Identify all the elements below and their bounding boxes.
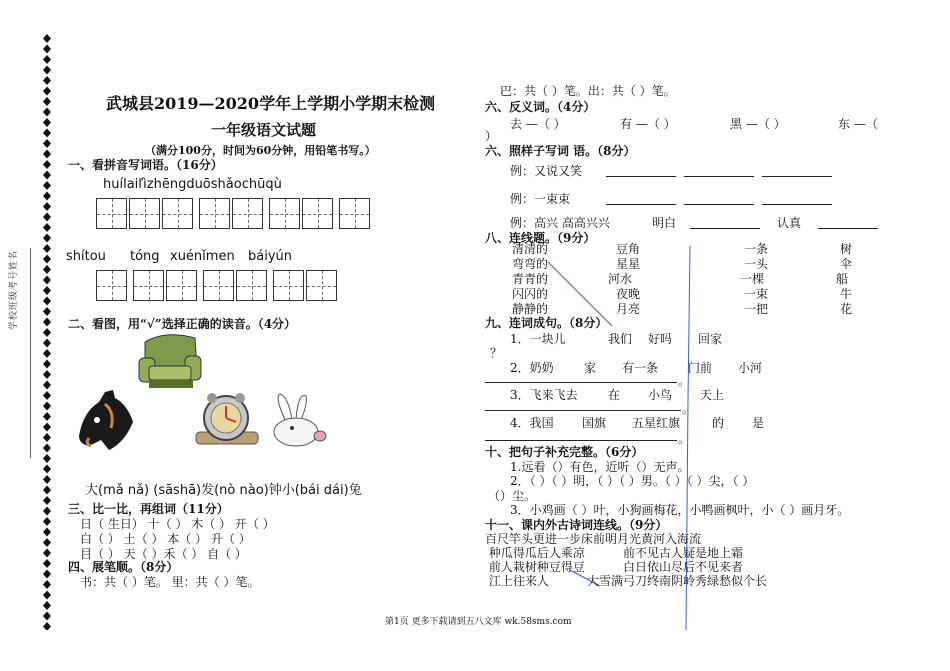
example-word-2: 认真 (777, 216, 802, 230)
sentence-q3-w1: 3．飞来飞去 (510, 388, 578, 402)
diamond-mark (43, 181, 51, 190)
diamond-mark (43, 391, 51, 400)
antonym-4-close: ） (485, 129, 498, 143)
matching-col-3[interactable]: 一条 一头 一棵 一束 一把 (740, 242, 769, 316)
reading-choices[interactable]: 大(mǎ nǎ) (sāshā)发(nò nào)钟小(bái dái)兔 (85, 483, 362, 498)
diamond-mark (43, 34, 51, 43)
diamond-mark (43, 381, 51, 390)
pinyin-line-1: huílaiľìzhēngduōshǎochūqù (103, 177, 282, 192)
sentence-q2-w3: 有一条 (622, 361, 659, 375)
diamond-mark (43, 265, 51, 274)
diamond-mark (43, 360, 51, 369)
diamond-mark (43, 507, 51, 516)
sentence-q1-w1: 1．一块儿 (510, 332, 566, 346)
sentence-q3-w2: 在 (608, 388, 621, 402)
example-word-1: 明白 (652, 216, 677, 230)
section-2-title: 二、看图，用“√”选择正确的读音。（4分） (68, 317, 297, 331)
diamond-mark (43, 591, 51, 600)
compare-row-2[interactable]: 白（ ） 土（ ） 本（ ） 升（ ） (80, 532, 251, 546)
exam-subtitle: 一年级语文试题 (211, 121, 317, 139)
diamond-mark (43, 370, 51, 379)
sentence-q2-w4: 门前 (688, 361, 713, 375)
diamond-mark (43, 612, 51, 621)
diamond-mark (43, 549, 51, 558)
complete-line-3[interactable]: 3．小鸡画（ ）叶，小狗画梅花，小鸭画枫叶，小（ ）画月牙。 (510, 503, 850, 517)
diamond-mark (43, 160, 51, 169)
diamond-mark (43, 444, 51, 453)
diamond-mark (43, 97, 51, 106)
stroke-count-line-1[interactable]: 书：共（ ）笔。 里：共（ ）笔。 (80, 575, 260, 589)
rabbit-picture (262, 392, 334, 450)
matching-col-1[interactable]: 清清的 弯弯的 青青的 闪闪的 静静的 (512, 242, 549, 316)
alarm-clock-picture (192, 392, 262, 450)
diamond-mark (43, 234, 51, 243)
margin-rule (30, 248, 31, 458)
diamond-mark (43, 339, 51, 348)
diamond-mark (43, 66, 51, 75)
diamond-mark (43, 538, 51, 547)
section-antonym-title: 六、反义词。（4分） (485, 100, 596, 114)
sentence-q2-w2: 家 (584, 361, 597, 375)
matching-col-4[interactable]: 树 伞 船 牛 花 (836, 242, 853, 316)
writing-grid-2[interactable] (96, 270, 339, 301)
example-3: 例：高兴 高高兴兴 (510, 216, 610, 230)
sentence-q1-w4: 回家 (698, 332, 723, 346)
diamond-mark (43, 76, 51, 85)
diamond-mark (43, 150, 51, 159)
margin-student-info-label: 学校班级考号姓名 (9, 249, 19, 330)
horse-picture (75, 388, 137, 454)
diamond-mark (43, 328, 51, 337)
diamond-mark (43, 402, 51, 411)
binding-diamond-strip (40, 30, 54, 630)
sentence-q4-w5: 是 (752, 416, 765, 430)
pinyin-line-2c: xuénǐmen (170, 249, 235, 264)
poem-row-2[interactable]: 种瓜得瓜后人乘凉 前不见古人疑是地上霜 (485, 546, 743, 560)
diamond-mark (43, 580, 51, 589)
exam-note: （满分100分，时间为60分钟，用铅笔书写。） (145, 144, 376, 157)
section-sentence-title: 九、连词成句。（8分） (485, 316, 608, 330)
diamond-mark (43, 297, 51, 306)
diamond-mark (43, 570, 51, 579)
diamond-mark (43, 307, 51, 316)
diamond-mark (43, 423, 51, 432)
diamond-mark (43, 129, 51, 138)
diamond-mark (43, 559, 51, 568)
section-matching-title: 八、连线题。（9分） (485, 231, 596, 245)
diamond-mark (43, 517, 51, 526)
diamond-mark (43, 496, 51, 505)
page-footer: 第1页 更多下载请到五八文库 wk.58sms.com (385, 617, 572, 627)
pinyin-line-2a: shítou (66, 249, 106, 264)
diamond-mark (43, 255, 51, 264)
diamond-mark (43, 318, 51, 327)
sentence-q3-w4: 天上 (700, 388, 725, 402)
pinyin-line-2d: báiyún (248, 249, 293, 264)
sentence-q4-w2: 国旗 (582, 416, 607, 430)
diamond-mark (43, 192, 51, 201)
diamond-mark (43, 55, 51, 64)
diamond-mark (43, 276, 51, 285)
antonym-3[interactable]: 黑 —（ ） (730, 117, 786, 131)
stroke-count-line-2[interactable]: 巴：共（ ）笔。出：共（ ）笔。 (500, 84, 676, 98)
diamond-mark (43, 486, 51, 495)
section-complete-title: 十、把句子补充完整。（6分） (485, 445, 644, 459)
sentence-q2-w1: 2．奶奶 (510, 361, 554, 375)
complete-line-2-cont[interactable]: （）尘。 (488, 489, 537, 503)
diamond-mark (43, 45, 51, 54)
sentence-q1-end: ？ (490, 346, 503, 360)
matching-col-2[interactable]: 豆角 星星 河水 夜晚 月亮 (608, 242, 641, 316)
compare-row-1[interactable]: 日（ 生日） 十（ ） 木（ ） 开（ ） (80, 517, 275, 531)
diamond-mark (43, 454, 51, 463)
section-3-title: 三、比一比，再组词（11分） (68, 502, 229, 516)
antonym-1[interactable]: 去 —（ ） (510, 117, 566, 131)
diamond-mark (43, 213, 51, 222)
diamond-mark (43, 118, 51, 127)
sentence-q4-w1: 4．我国 (510, 416, 554, 430)
diamond-mark (43, 622, 51, 630)
complete-line-1[interactable]: 1.远看（）有色，近听（）无声。 (510, 460, 690, 474)
compare-row-3[interactable]: 目（ ） 天（ ）禾（ ） 自（ ） (80, 547, 247, 561)
sentence-q2-w5: 小河 (738, 361, 763, 375)
sentence-q3-answer-line[interactable] (485, 410, 681, 411)
diamond-mark (43, 349, 51, 358)
sofa-picture (135, 330, 205, 392)
sentence-q2-answer-line[interactable] (485, 382, 677, 383)
example-2: 例：一束束 (510, 192, 571, 206)
diamond-mark (43, 528, 51, 537)
diamond-mark (43, 412, 51, 421)
writing-grid-1[interactable] (96, 198, 372, 229)
pinyin-line-2b: tóng (130, 249, 160, 264)
antonym-2[interactable]: 有 —（ ） (620, 117, 676, 131)
example-1: 例：又说又笑 (510, 164, 583, 178)
sentence-q3-end: 。 (682, 402, 695, 416)
diamond-mark (43, 601, 51, 610)
diamond-mark (43, 171, 51, 180)
poem-row-1[interactable]: 百尺竿头更进一步床前明月光黄河入海流 (485, 532, 702, 546)
diamond-mark (43, 286, 51, 295)
sentence-q4-w4: 的 (712, 416, 725, 430)
diamond-mark (43, 202, 51, 211)
diamond-mark (43, 465, 51, 474)
complete-line-2[interactable]: 2．（ ）（ ）明，（ ）（ ）男。（ ）（ ）尖，（ ） (510, 474, 755, 488)
section-4-title: 四、展笔顺。（8分） (68, 560, 179, 574)
diamond-mark (43, 108, 51, 117)
exam-title: 武城县2019—2020学年上学期小学期末检测 (106, 94, 436, 113)
sentence-q4-answer-line[interactable] (485, 440, 677, 441)
sentence-q4-end: 。 (678, 432, 691, 446)
sentence-q1-w3: 好吗 (648, 332, 673, 346)
sentence-q2-end: 。 (678, 374, 691, 388)
antonym-4[interactable]: 东 —（ (838, 117, 878, 131)
diamond-mark (43, 139, 51, 148)
section-1-title: 一、看拼音写词语。（16分） (68, 158, 223, 172)
diamond-mark (43, 223, 51, 232)
section-example-title: 六、照样子写词 语。（8分） (485, 144, 636, 158)
sentence-q1-w2: 我们 (608, 332, 633, 346)
diamond-mark (43, 87, 51, 96)
section-poem-title: 十一、课内外古诗词连线。（9分） (485, 518, 668, 532)
diamond-mark (43, 433, 51, 442)
diamond-mark (43, 244, 51, 253)
sentence-q4-w3: 五星红旗 (632, 416, 681, 430)
sentence-q3-w3: 小鸟 (648, 388, 673, 402)
diamond-mark (43, 475, 51, 484)
poem-row-4[interactable]: 江上往来人 大雪满弓刀终南阴岭秀绿愁似个长 (485, 574, 767, 588)
poem-row-3[interactable]: 前人栽树种豆得豆 白日依山尽后不见来者 (485, 560, 743, 574)
